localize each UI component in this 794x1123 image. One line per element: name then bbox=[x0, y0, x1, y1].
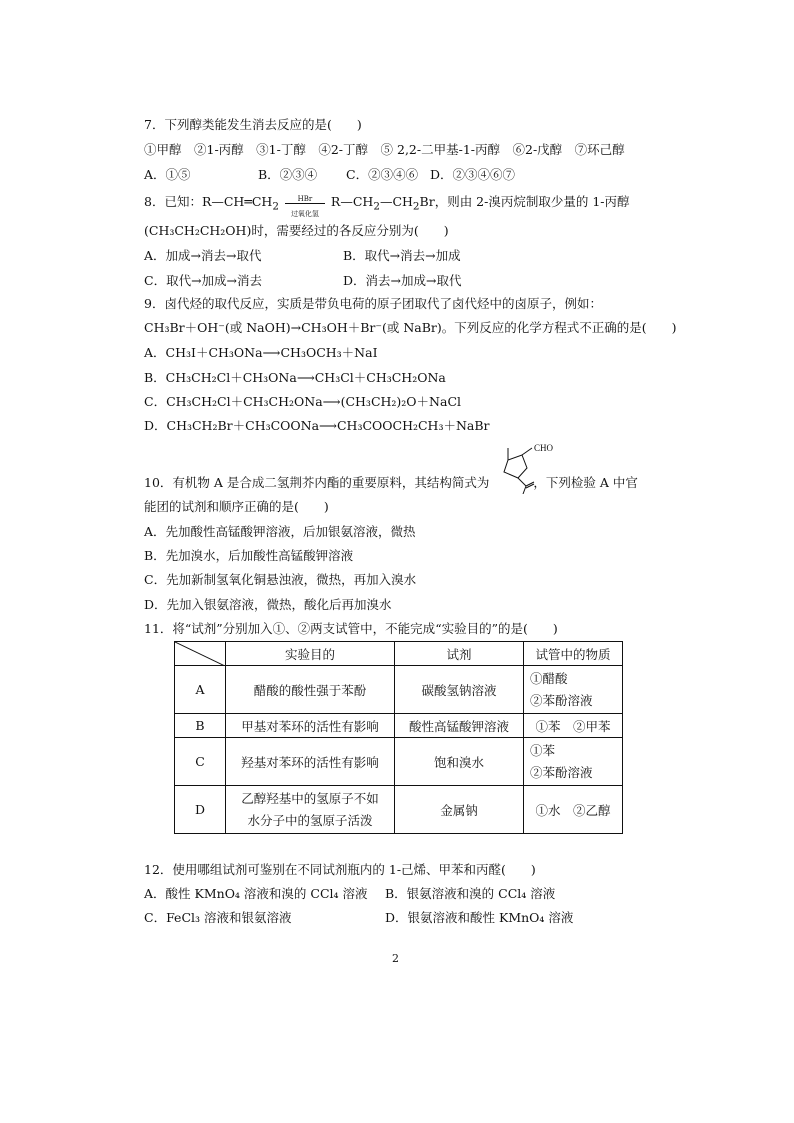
row-label: B bbox=[175, 714, 226, 738]
q8-stem-part-a: 8．已知：R—CH═CH bbox=[144, 194, 273, 209]
q8-stem-part-b: R—CH bbox=[330, 194, 374, 209]
row-purpose: 醋酸的酸性强于苯酚 bbox=[226, 666, 395, 714]
row-substances bbox=[524, 738, 623, 786]
substance-1: ①苯 bbox=[530, 742, 556, 758]
q10-stem-line2: 能团的试剂和顺序正确的是( ) bbox=[144, 499, 329, 514]
q9-example: CH₃Br＋OH⁻(或 NaOH)→CH₃OH＋Br⁻(或 NaBr)。下列反应的化学方程式不正确的是( ) bbox=[144, 320, 677, 335]
row-reagent: 饱和溴水 bbox=[395, 738, 524, 786]
purpose-line-2: 水分子中的氢原子活泼 bbox=[247, 812, 373, 828]
table-header-row bbox=[175, 642, 623, 666]
diagonal-header-cell bbox=[175, 642, 226, 666]
q8-stem-part-c: —CH bbox=[379, 194, 413, 209]
q7-option-c: C．②③④⑥ bbox=[346, 167, 419, 182]
q9-option-a: A．CH₃I＋CH₃ONa⟶CH₃OCH₃＋NaI bbox=[144, 345, 378, 360]
header-reagent: 试剂 bbox=[395, 642, 524, 666]
aldehyde-bond bbox=[522, 448, 532, 455]
q10-stem bbox=[144, 474, 638, 492]
table-row bbox=[175, 714, 623, 738]
row-substances: ①水 ②乙醇 bbox=[524, 786, 623, 834]
q8-option-c: C．取代→加成→消去 bbox=[144, 273, 263, 288]
row-reagent: 金属钠 bbox=[395, 786, 524, 834]
substance-1: ①醋酸 bbox=[530, 670, 568, 686]
q8-stem: 8．已知：$R—CH═CH_2$ HBr 过氧化氢 $R—CH_2—CH_2Br$，则由 2-溴丙烷制取少量的 1-丙醇 bbox=[144, 193, 630, 216]
row-label: C bbox=[175, 738, 226, 786]
arrow-top-label: HBr bbox=[297, 194, 313, 203]
purpose-line-1: 乙醇羟基中的氢原子不如 bbox=[241, 790, 379, 806]
q7-stem: 7．下列醇类能发生消去反应的是( ) bbox=[144, 117, 362, 132]
q10-stem-after: ，下列检验 A 中官 bbox=[533, 475, 638, 490]
q12-option-d: D．银氨溶液和酸性 KMnO₄ 溶液 bbox=[385, 910, 574, 925]
header-substances: 试管中的物质 bbox=[524, 642, 623, 666]
q11-stem: 11．将“试剂”分别加入①、②两支试管中，不能完成“实验目的”的是( ) bbox=[144, 621, 558, 636]
q9-option-b: B．CH₃CH₂Cl＋CH₃ONa⟶CH₃Cl＋CH₃CH₂ONa bbox=[144, 370, 446, 385]
table-row bbox=[175, 666, 623, 714]
cho-label: CHO bbox=[534, 443, 554, 453]
arrow-bottom-label: 过氧化氢 bbox=[290, 209, 319, 218]
q10-option-d: D．先加入银氨溶液，微热，酸化后再加溴水 bbox=[144, 597, 392, 612]
q8-option-a: A．加成→消去→取代 bbox=[144, 248, 262, 263]
q7-option-d: D．②③④⑥⑦ bbox=[430, 167, 516, 182]
table-row bbox=[175, 786, 623, 834]
row-purpose: 甲基对苯环的活性有影响 bbox=[226, 714, 395, 738]
q12-option-a: A．酸性 KMnO₄ 溶液和溴的 CCl₄ 溶液 bbox=[144, 886, 368, 901]
row-reagent: 酸性高锰酸钾溶液 bbox=[395, 714, 524, 738]
row-purpose bbox=[226, 786, 395, 834]
q9-option-d: D．CH₃CH₂Br＋CH₃COONa⟶CH₃COOCH₂CH₃＋NaBr bbox=[144, 418, 490, 433]
q8-option-b: B．取代→消去→加成 bbox=[343, 248, 461, 263]
q10-option-c: C．先加新制氢氧化铜悬浊液，微热，再加入溴水 bbox=[144, 572, 417, 587]
q10-option-a: A．先加酸性高锰酸钾溶液，后加银氨溶液，微热 bbox=[144, 524, 416, 539]
q10-option-b: B．先加溴水，后加酸性高锰酸钾溶液 bbox=[144, 548, 354, 563]
row-purpose: 羟基对苯环的活性有影响 bbox=[226, 738, 395, 786]
row-substances bbox=[524, 666, 623, 714]
table-row bbox=[175, 738, 623, 786]
q12-stem: 12．使用哪组试剂可鉴别在不同试剂瓶内的 1-己烯、甲苯和丙醛( ) bbox=[144, 862, 536, 877]
q8-stem-line2: (CH₃CH₂CH₂OH)时，需要经过的各反应分别为( ) bbox=[144, 223, 449, 238]
q8-option-d: D．消去→加成→取代 bbox=[343, 273, 462, 288]
substance-2: ②苯酚溶液 bbox=[530, 692, 593, 708]
row-label: D bbox=[175, 786, 226, 834]
reaction-arrow bbox=[283, 194, 327, 218]
q9-stem: 9．卤代烃的取代反应，实质是带负电荷的原子团取代了卤代烃中的卤原子，例如： bbox=[144, 296, 602, 311]
q7-option-a: A．①⑤ bbox=[144, 167, 191, 182]
q12-option-b: B．银氨溶液和溴的 CCl₄ 溶液 bbox=[385, 886, 556, 901]
row-substances: ①苯 ②甲苯 bbox=[524, 714, 623, 738]
row-reagent: 碳酸氢钠溶液 bbox=[395, 666, 524, 714]
page-number: 2 bbox=[392, 952, 399, 965]
header-purpose: 实验目的 bbox=[226, 642, 395, 666]
row-label: A bbox=[175, 666, 226, 714]
q9-option-c: C．CH₃CH₂Cl＋CH₃CH₂ONa⟶(CH₃CH₂)₂O＋NaCl bbox=[144, 394, 462, 409]
diagonal-line bbox=[175, 642, 225, 666]
q8-stem-part-d: Br，则由 2-溴丙烷制取少量的 1-丙醇 bbox=[419, 194, 630, 209]
arrow-bar bbox=[285, 203, 325, 204]
q12-option-c: C．FeCl₃ 溶液和银氨溶液 bbox=[144, 910, 292, 925]
q11-table bbox=[174, 641, 623, 834]
q10-stem-text: 10．有机物 A 是合成二氢荆芥内酯的重要原料，其结构简式为 bbox=[144, 475, 490, 490]
substance-2: ②苯酚溶液 bbox=[530, 764, 593, 780]
q7-items: ①甲醇 ②1-丙醇 ③1-丁醇 ④2-丁醇 ⑤ 2,2-二甲基-1-丙醇 ⑥2-戊醇 ⑦环己醇 bbox=[144, 142, 625, 157]
q7-option-b: B．②③④ bbox=[258, 167, 318, 182]
